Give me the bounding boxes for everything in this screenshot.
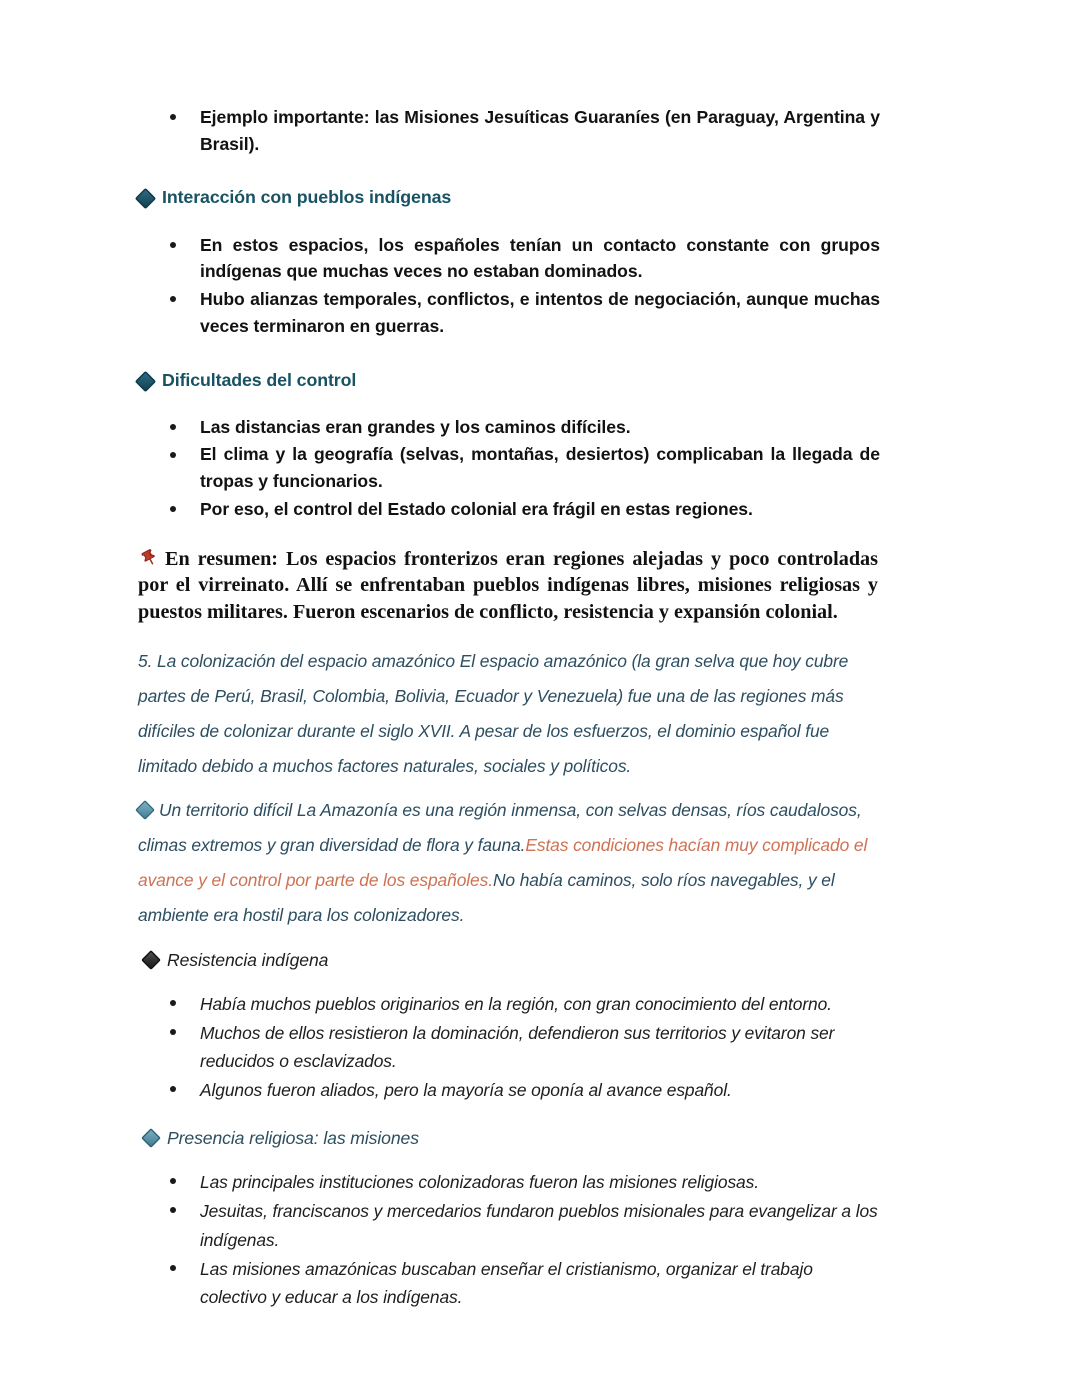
list-item-text: Hubo alianzas temporales, conflictos, e intentos de negociación, aunque muchas veces terminaron en guerras. [200, 289, 880, 336]
list-item-text: En estos espacios, los españoles tenían un contacto constante con grupos indígenas que muchas veces no estaban dominados. [200, 234, 880, 282]
list-item [138, 1019, 880, 1075]
list-item [138, 1076, 880, 1104]
heading-presencia-religiosa [144, 1127, 880, 1150]
amazonia-intro-text: 5. La colonización del espacio amazónico El espacio amazónico (la gran selva que hoy cubre partes de Perú, Brasil, Colombia, Bolivia, Ecuador y Venezuela) fue una de las regiones más difíciles de colonizar durante el siglo XVII. A pesar de los esfuerzos, el dominio español fue limitado debido a muchos factores naturales, sociales y políticos. [138, 651, 849, 776]
summary-paragraph [138, 546, 880, 627]
list-item-text: Ejemplo importante: las Misiones Jesuíticas Guaraníes (en Paraguay, Argentina y Brasil). [200, 107, 880, 154]
heading-label: Interacción con pueblos indígenas [162, 187, 452, 208]
bullet-dot-icon [170, 424, 176, 430]
list-item-text: El clima y la geografía (selvas, montañas, desiertos) complicaban la llegada de tropas y funcionarios. [200, 444, 880, 492]
bullet-dot-icon [170, 506, 176, 512]
bullet-dot-icon [170, 114, 176, 120]
heading-label: Dificultades del control [162, 369, 357, 390]
list-item-text: Las principales instituciones colonizadoras fueron las misiones religiosas. [200, 1172, 759, 1193]
list-item [138, 990, 880, 1018]
bullet-dot-icon [170, 452, 176, 458]
list-item-text: Por eso, el control del Estado colonial era frágil en estas regiones. [200, 498, 753, 519]
dificultades-bullet-list [138, 414, 880, 523]
heading-label: Presencia religiosa: las misiones [167, 1128, 419, 1149]
summary-text: En resumen: Los espacios fronterizos eran regiones alejadas y poco controladas por el virreinato. Allí se enfrentaban pueblos indígenas libres, misiones religiosas y puestos militares. Fueron escenarios de conflicto, resistencia y expansión colonial. [138, 547, 878, 624]
heading-label: Resistencia indígena [167, 949, 329, 970]
light-blue-diamond-icon [135, 801, 155, 821]
list-item [138, 1168, 880, 1196]
list-item-text: Las distancias eran grandes y los caminos difíciles. [200, 416, 631, 437]
list-item-text: Las misiones amazónicas buscaban enseñar el cristianismo, organizar el trabajo colectivo y educar a los indígenas. [200, 1258, 813, 1307]
territorio-dificil-paragraph [138, 793, 880, 932]
territorio-part1: Un territorio difícil La Amazonía es una región inmensa, con selvas densas, ríos caudalosos, climas extremos y gran diversidad de flora y fauna. [138, 800, 862, 856]
bullet-dot-icon [170, 1265, 176, 1271]
intro-bullet-list [138, 104, 880, 157]
list-item [138, 104, 880, 157]
presencia-religiosa-bullet-list [138, 1168, 880, 1311]
heading-resistencia [144, 949, 880, 972]
grey-diamond-icon [141, 950, 161, 970]
heading-interaccion [138, 186, 880, 209]
heading-dificultades [138, 369, 880, 392]
bullet-dot-icon [170, 242, 176, 248]
list-item-text: Algunos fueron aliados, pero la mayoría se oponía al avance español. [200, 1080, 732, 1101]
territorio-highlight: Estas condiciones hacían muy complicado el avance y el control por parte de los españoles. [138, 835, 868, 891]
list-item [138, 1197, 880, 1253]
territorio-part2: No había caminos, solo ríos navegables, y el ambiente era hostil para los colonizadores. [138, 870, 835, 925]
list-item-text: Jesuitas, franciscanos y mercedarios fundaron pueblos misionales para evangelizar a los indígenas. [200, 1201, 878, 1250]
list-item [138, 286, 880, 339]
list-item [138, 496, 880, 523]
bullet-dot-icon [170, 1029, 176, 1035]
bullet-dot-icon [170, 296, 176, 302]
pushpin-icon [138, 548, 160, 568]
amazonia-intro-paragraph [138, 644, 880, 783]
resistencia-bullet-list [138, 990, 880, 1105]
bullet-dot-icon [170, 1000, 176, 1006]
blue-diamond-icon [135, 188, 156, 209]
bullet-dot-icon [170, 1178, 176, 1184]
bullet-dot-icon [170, 1207, 176, 1213]
list-item [138, 414, 880, 441]
blue-diamond-icon [135, 370, 156, 391]
light-blue-diamond-icon [141, 1128, 161, 1148]
list-item [138, 232, 880, 285]
list-item-text: Había muchos pueblos originarios en la región, con gran conocimiento del entorno. [200, 993, 832, 1014]
bullet-dot-icon [170, 1086, 176, 1092]
list-item-text: Muchos de ellos resistieron la dominación, defendieron sus territorios y evitaron ser reducidos o esclavizados. [200, 1022, 835, 1071]
list-item [138, 441, 880, 494]
interaccion-bullet-list [138, 232, 880, 340]
list-item [138, 1255, 880, 1311]
